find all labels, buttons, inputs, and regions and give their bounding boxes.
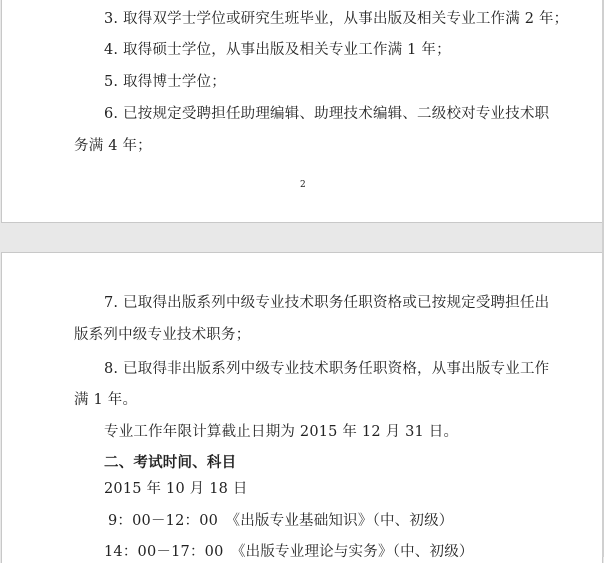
text-line: 务满 4 年； — [74, 138, 152, 154]
text-line: 7. 已取得出版系列中级专业技术职务任职资格或已按规定受聘担任出 — [104, 295, 550, 311]
document-page-3 — [1, 252, 603, 563]
page-number: 2 — [300, 180, 306, 190]
document-page-2 — [1, 0, 603, 223]
exam-date: 2015 年 10 月 18 日 — [104, 481, 248, 497]
exam-session: 14：00－17：00 《出版专业理论与实务》（中、初级） — [104, 544, 474, 560]
text-line: 3. 取得双学士学位或研究生班毕业，从事出版及相关专业工作满 2 年； — [104, 11, 569, 27]
section-heading: 二、考试时间、科目 — [104, 454, 237, 471]
exam-session: 9：00－12：00 《出版专业基础知识》（中、初级） — [108, 513, 454, 529]
text-line: 版系列中级专业技术职务； — [74, 327, 251, 343]
text-line: 4. 取得硕士学位，从事出版及相关专业工作满 1 年； — [104, 42, 451, 58]
text-line: 8. 已取得非出版系列中级专业技术职务任职资格，从事出版专业工作 — [104, 361, 550, 377]
text-line: 满 1 年。 — [74, 392, 138, 408]
text-line: 专业工作年限计算截止日期为 2015 年 12 月 31 日。 — [104, 424, 459, 440]
text-line: 5. 取得博士学位； — [104, 74, 226, 90]
text-line: 6. 已按规定受聘担任助理编辑、助理技术编辑、二级校对专业技术职 — [104, 106, 550, 122]
